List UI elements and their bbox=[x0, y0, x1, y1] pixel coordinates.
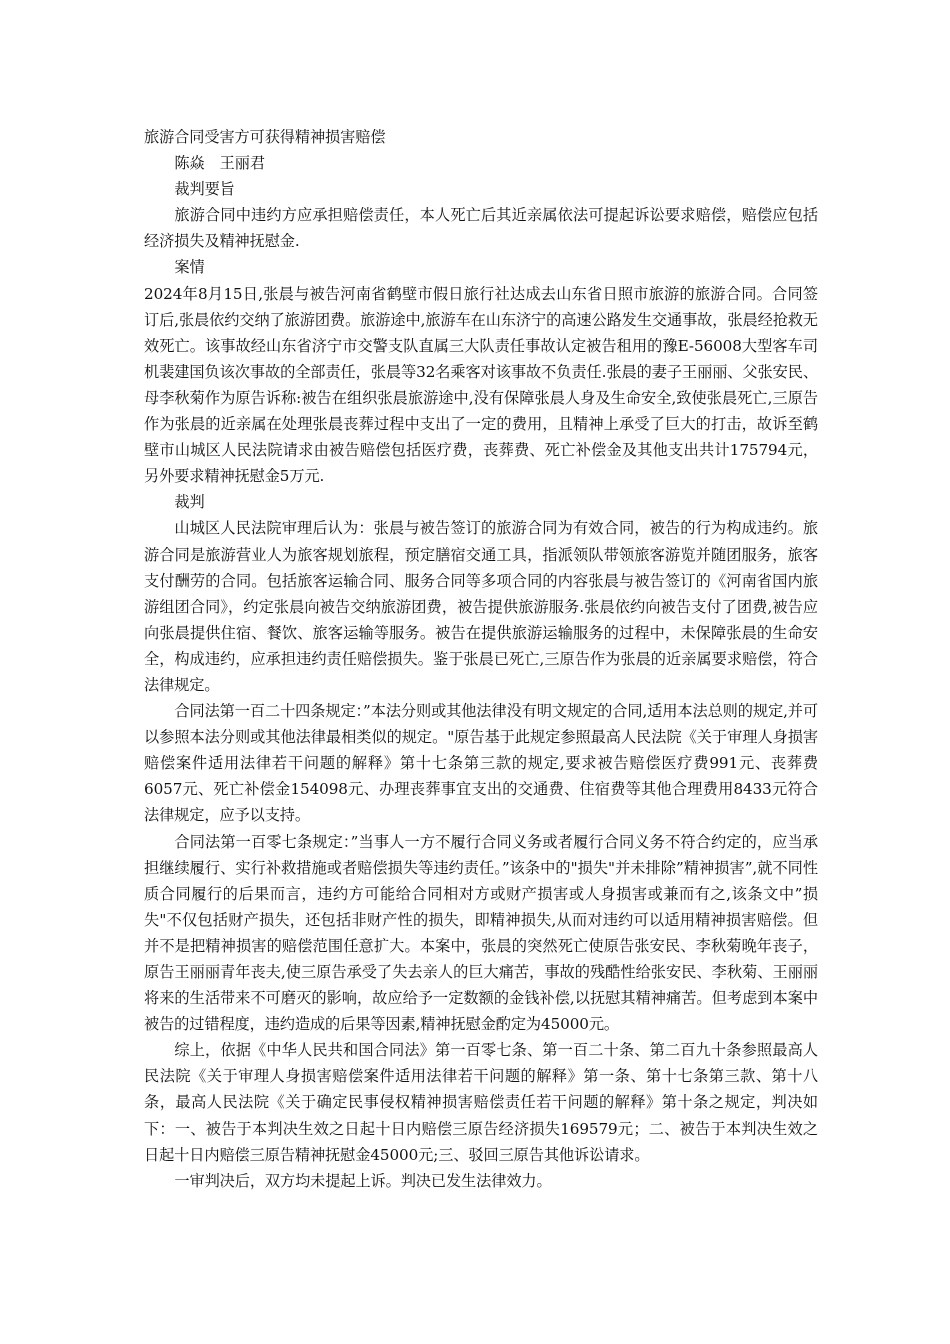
section-heading-summary: 裁判要旨 bbox=[174, 180, 235, 199]
document-authors: 陈焱 王丽君 bbox=[174, 154, 265, 173]
section-heading-judgment: 裁判 bbox=[174, 493, 205, 512]
judgment-paragraph-3: 合同法第一百零七条规定：”当事人一方不履行合同义务或者履行合同义务不符合约定的，应当承担继续履行、实行补救措施或者赔偿损失等违约责任。”该条中的"损失"并未排除”精神损害”,就不同性质合同履行的后果而言，违约方可能给合同相对方或财产损害或人身损害或兼而有之,该条文中”损失"不仅包括财产损失，还包括非财产性的损失，即精神损失,从而对违约可以适用精神损害赔偿。但并不是把精神损害的赔偿范围任意扩大。本案中，张晨的突然死亡使原告张安民、李秋菊晚年丧子，原告王丽丽青年丧夫,使三原告承受了失去亲人的巨大痛苦，事故的残酷性给张安民、李秋菊、王丽丽将来的生活带来不可磨灭的影响，故应给予一定数额的金钱补偿,以抚慰其精神痛苦。但考虑到本案中被告的过错程度，违约造成的后果等因素,精神抚慰金酌定为45000元。 bbox=[144, 832, 818, 1034]
judgment-paragraph-2: 合同法第一百二十四条规定：”本法分则或其他法律没有明文规定的合同,适用本法总则的规定,并可以参照本法分则或其他法律最相类似的规定。"原告基于此规定参照最高人民法院《关于审理人身损害赔偿案件适用法律若干问题的解释》第十七条第三款的规定,要求被告赔偿医疗费991元、丧葬费6057元、死亡补偿金154098元、办理丧葬事宜支出的交通费、住宿费等其他合理费用8433元符合法律规定，应予以支持。 bbox=[144, 702, 818, 825]
document-body bbox=[144, 124, 818, 1194]
judgment-paragraph-1: 山城区人民法院审理后认为：张晨与被告签订的旅游合同为有效合同，被告的行为构成违约。旅游合同是旅游营业人为旅客规划旅程，预定膳宿交通工具，指派领队带领旅客游览并随团服务，旅客支付酬劳的合同。包括旅客运输合同、服务合同等多项合同的内容张晨与被告签订的《河南省国内旅游组团合同》，约定张晨向被告交纳旅游团费，被告提供旅游服务.张晨依约向被告支付了团费,被告应向张晨提供住宿、餐饮、旅客运输等服务。被告在提供旅游运输服务的过程中，未保障张晨的生命安全，构成违约，应承担违约责任赔偿损失。鉴于张晨已死亡,三原告作为张晨的近亲属要求赔偿，符合法律规定。 bbox=[144, 519, 818, 694]
document-title: 旅游合同受害方可获得精神损害赔偿 bbox=[144, 128, 386, 146]
section-heading-facts: 案情 bbox=[174, 258, 205, 277]
conclusion-paragraph: 一审判决后，双方均未提起上诉。判决已发生法律效力。 bbox=[174, 1171, 552, 1190]
summary-paragraph: 旅游合同中违约方应承担赔偿责任，本人死亡后其近亲属依法可提起诉讼要求赔偿，赔偿应包括经济损失及精神抚慰金. bbox=[144, 206, 818, 251]
facts-paragraph: 2024年8月15日,张晨与被告河南省鹤壁市假日旅行社达成去山东省日照市旅游的旅游合同。合同签订后,张晨依约交纳了旅游团费。旅游途中,旅游车在山东济宁的高速公路发生交通事故，张晨经抢救无效死亡。该事故经山东省济宁市交警支队直属三大队责任事故认定被告租用的豫E-56008大型客车司机裴建国负该次事故的全部责任，张晨等32名乘客对该事故不负责任.张晨的妻子王丽丽、父张安民、母李秋菊作为原告诉称:被告在组织张晨旅游途中,没有保障张晨人身及生命安全,致使张晨死亡,三原告作为张晨的近亲属在处理张晨丧葬过程中支出了一定的费用，且精神上承受了巨大的打击，故诉至鹤壁市山城区人民法院请求由被告赔偿包括医疗费，丧葬费、死亡补偿金及其他支出共计175794元，另外要求精神抚慰金5万元. bbox=[144, 284, 818, 486]
judgment-paragraph-4: 综上，依据《中华人民共和国合同法》第一百零七条、第一百二十条、第二百九十条参照最高人民法院《关于审理人身损害赔偿案件适用法律若干问题的解释》第一条、第十七条第三款、第十八条，最高人民法院《关于确定民事侵权精神损害赔偿责任若干问题的解释》第十条之规定，判决如下：一、被告于本判决生效之日起十日内赔偿三原告经济损失169579元；二、被告于本判决生效之日起十日内赔偿三原告精神抚慰金45000元;三、驳回三原告其他诉讼请求。 bbox=[144, 1041, 818, 1164]
